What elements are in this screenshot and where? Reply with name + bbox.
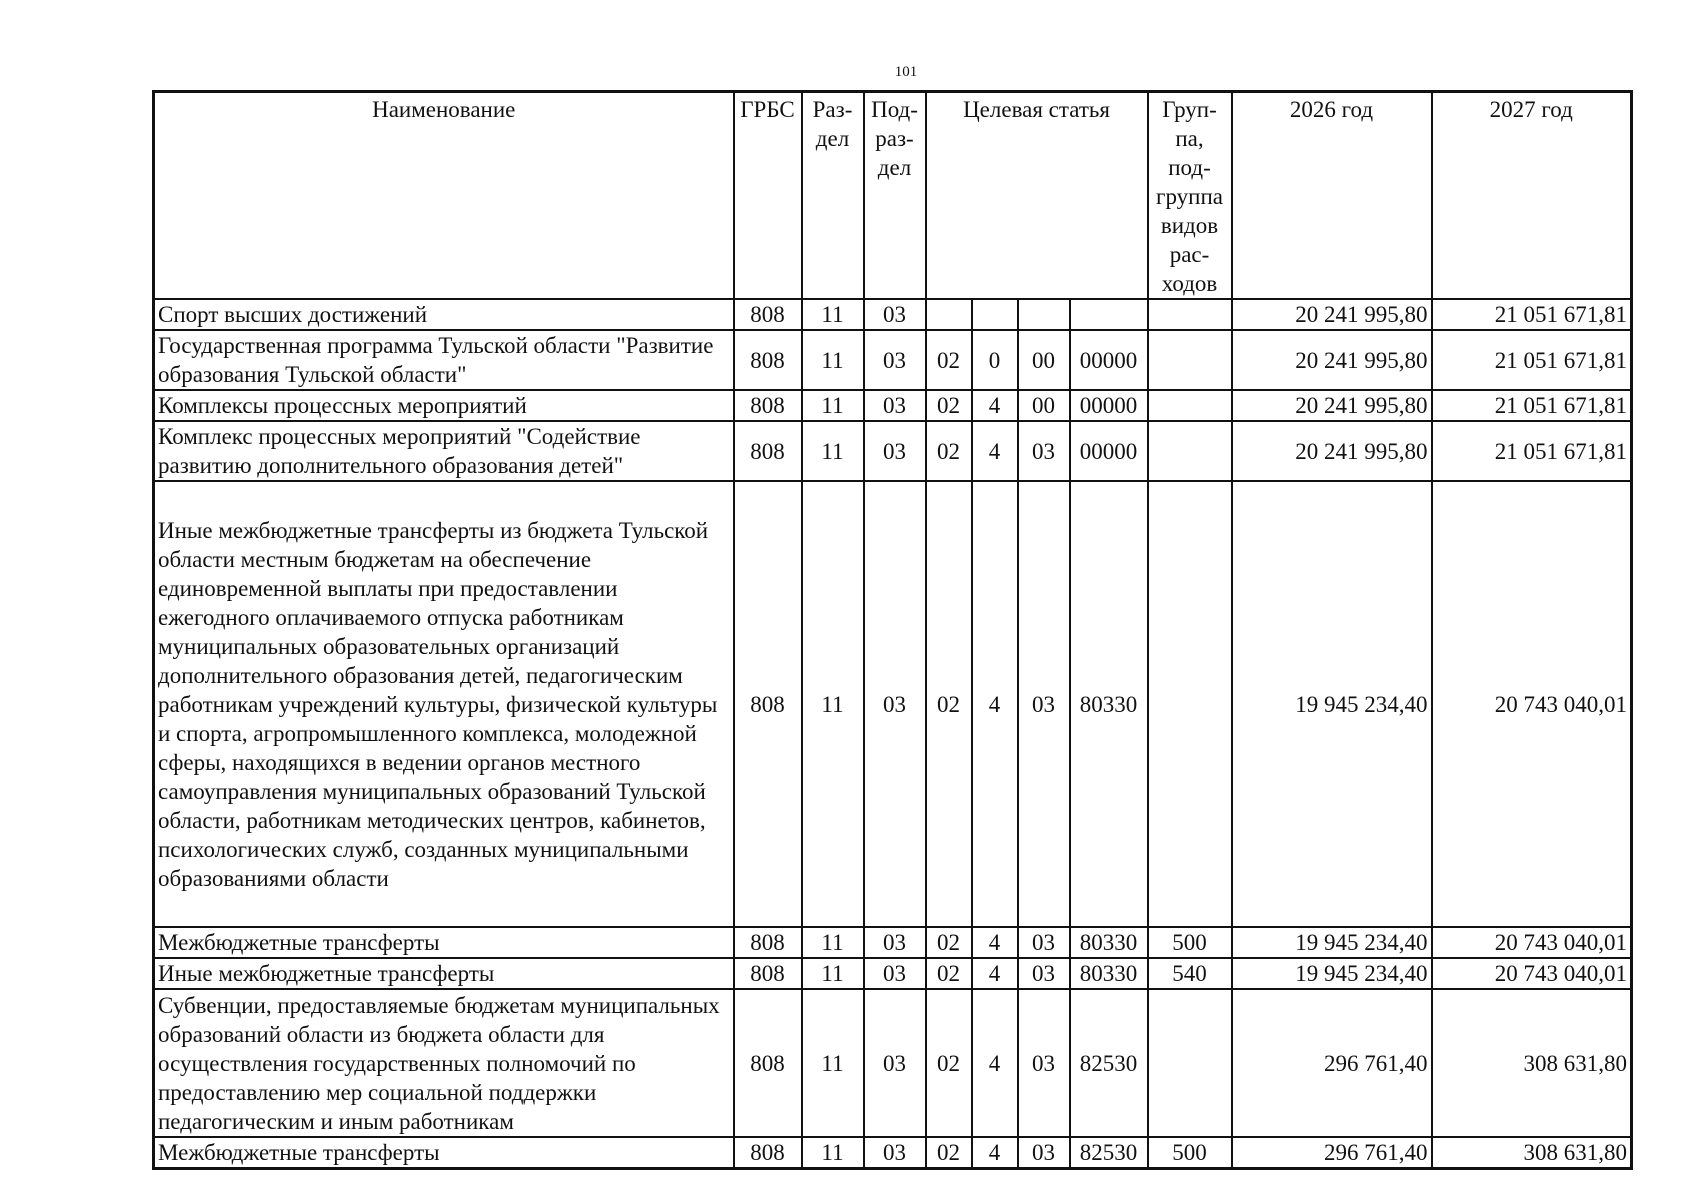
row-cs-type xyxy=(972,299,1018,330)
table-row xyxy=(154,330,1632,390)
row-grbs: 808 xyxy=(734,958,802,989)
table-row xyxy=(154,927,1632,958)
row-podrazdel: 03 xyxy=(864,330,926,390)
row-cs-subprogram: 00 xyxy=(1018,390,1070,421)
row-cs-direction: 82530 xyxy=(1070,989,1148,1137)
row-cs-subprogram xyxy=(1018,299,1070,330)
row-cs-type: 4 xyxy=(972,390,1018,421)
row-podrazdel: 03 xyxy=(864,481,926,927)
table-row xyxy=(154,481,1632,927)
row-grbs: 808 xyxy=(734,1137,802,1169)
row-name: Комплексы процессных мероприятий xyxy=(154,390,734,421)
row-expense-group: 500 xyxy=(1148,1137,1232,1169)
row-amount-2027: 21 051 671,81 xyxy=(1432,299,1632,330)
row-expense-group xyxy=(1148,421,1232,481)
row-expense-group xyxy=(1148,481,1232,927)
row-podrazdel: 03 xyxy=(864,299,926,330)
row-razdel: 11 xyxy=(802,989,864,1137)
row-razdel: 11 xyxy=(802,1137,864,1169)
row-cs-program: 02 xyxy=(926,421,972,481)
row-podrazdel: 03 xyxy=(864,390,926,421)
row-razdel: 11 xyxy=(802,330,864,390)
row-podrazdel: 03 xyxy=(864,989,926,1137)
row-cs-program: 02 xyxy=(926,958,972,989)
row-amount-2027: 21 051 671,81 xyxy=(1432,330,1632,390)
row-amount-2027: 20 743 040,01 xyxy=(1432,927,1632,958)
table-row xyxy=(154,390,1632,421)
row-razdel: 11 xyxy=(802,481,864,927)
row-expense-group xyxy=(1148,330,1232,390)
row-expense-group: 500 xyxy=(1148,927,1232,958)
row-cs-direction: 80330 xyxy=(1070,958,1148,989)
row-cs-direction: 80330 xyxy=(1070,481,1148,927)
row-cs-type: 4 xyxy=(972,1137,1018,1169)
row-podrazdel: 03 xyxy=(864,927,926,958)
row-amount-2027: 308 631,80 xyxy=(1432,989,1632,1137)
row-cs-direction: 82530 xyxy=(1070,1137,1148,1169)
table-row xyxy=(154,958,1632,989)
row-cs-direction: 00000 xyxy=(1070,421,1148,481)
row-cs-type: 4 xyxy=(972,481,1018,927)
row-podrazdel: 03 xyxy=(864,1137,926,1169)
row-amount-2027: 20 743 040,01 xyxy=(1432,958,1632,989)
row-cs-type: 0 xyxy=(972,330,1018,390)
row-cs-subprogram: 00 xyxy=(1018,330,1070,390)
row-name: Государственная программа Тульской области "Развитие образования Тульской области" xyxy=(154,330,734,390)
header-expense-group: Груп- па, под- группа видов рас- ходов xyxy=(1148,92,1232,300)
header-year-2026: 2026 год xyxy=(1232,92,1432,300)
row-name: Межбюджетные трансферты xyxy=(154,927,734,958)
row-cs-subprogram: 03 xyxy=(1018,927,1070,958)
header-name: Наименование xyxy=(154,92,734,300)
row-name: Иные межбюджетные трансферты xyxy=(154,958,734,989)
row-amount-2026: 19 945 234,40 xyxy=(1232,481,1432,927)
row-grbs: 808 xyxy=(734,330,802,390)
row-grbs: 808 xyxy=(734,390,802,421)
row-cs-program: 02 xyxy=(926,481,972,927)
row-cs-subprogram: 03 xyxy=(1018,958,1070,989)
row-cs-program: 02 xyxy=(926,927,972,958)
row-grbs: 808 xyxy=(734,481,802,927)
row-amount-2026: 20 241 995,80 xyxy=(1232,330,1432,390)
table-header-row xyxy=(154,92,1632,300)
header-podrazdel: Под- раз- дел xyxy=(864,92,926,300)
row-amount-2026: 20 241 995,80 xyxy=(1232,421,1432,481)
row-cs-direction xyxy=(1070,299,1148,330)
row-amount-2027: 21 051 671,81 xyxy=(1432,421,1632,481)
row-razdel: 11 xyxy=(802,390,864,421)
row-razdel: 11 xyxy=(802,299,864,330)
row-cs-program: 02 xyxy=(926,330,972,390)
row-amount-2026: 19 945 234,40 xyxy=(1232,958,1432,989)
row-podrazdel: 03 xyxy=(864,958,926,989)
row-grbs: 808 xyxy=(734,421,802,481)
row-cs-type: 4 xyxy=(972,927,1018,958)
row-amount-2026: 296 761,40 xyxy=(1232,989,1432,1137)
page-number: 101 xyxy=(894,64,918,80)
row-razdel: 11 xyxy=(802,421,864,481)
header-target-article: Целевая статья xyxy=(926,92,1148,300)
row-name: Межбюджетные трансферты xyxy=(154,1137,734,1169)
row-expense-group: 540 xyxy=(1148,958,1232,989)
row-cs-program: 02 xyxy=(926,390,972,421)
row-cs-subprogram: 03 xyxy=(1018,481,1070,927)
row-amount-2026: 19 945 234,40 xyxy=(1232,927,1432,958)
row-cs-direction: 00000 xyxy=(1070,330,1148,390)
row-cs-type: 4 xyxy=(972,989,1018,1137)
row-razdel: 11 xyxy=(802,958,864,989)
header-grbs: ГРБС xyxy=(734,92,802,300)
row-name: Спорт высших достижений xyxy=(154,299,734,330)
row-amount-2027: 21 051 671,81 xyxy=(1432,390,1632,421)
row-expense-group xyxy=(1148,299,1232,330)
row-cs-subprogram: 03 xyxy=(1018,989,1070,1137)
row-cs-subprogram: 03 xyxy=(1018,421,1070,481)
row-name: Субвенции, предоставляемые бюджетам муниципальных образований области из бюджета области для осуществления государственных полномочий по предоставлению мер социальной поддержки педагогическим и иным работникам xyxy=(154,989,734,1137)
row-cs-direction: 80330 xyxy=(1070,927,1148,958)
row-cs-type: 4 xyxy=(972,421,1018,481)
row-expense-group xyxy=(1148,989,1232,1137)
table-row xyxy=(154,1137,1632,1169)
row-amount-2026: 20 241 995,80 xyxy=(1232,299,1432,330)
budget-table xyxy=(152,90,1633,1170)
row-amount-2026: 20 241 995,80 xyxy=(1232,390,1432,421)
row-amount-2027: 20 743 040,01 xyxy=(1432,481,1632,927)
row-expense-group xyxy=(1148,390,1232,421)
row-grbs: 808 xyxy=(734,299,802,330)
row-grbs: 808 xyxy=(734,989,802,1137)
row-cs-direction: 00000 xyxy=(1070,390,1148,421)
row-cs-program: 02 xyxy=(926,1137,972,1169)
table-row xyxy=(154,299,1632,330)
row-cs-program xyxy=(926,299,972,330)
table-row xyxy=(154,989,1632,1137)
header-year-2027: 2027 год xyxy=(1432,92,1632,300)
row-cs-program: 02 xyxy=(926,989,972,1137)
row-name: Комплекс процессных мероприятий "Содействие развитию дополнительного образования детей" xyxy=(154,421,734,481)
row-cs-type: 4 xyxy=(972,958,1018,989)
row-amount-2026: 296 761,40 xyxy=(1232,1137,1432,1169)
row-cs-subprogram: 03 xyxy=(1018,1137,1070,1169)
header-razdel: Раз- дел xyxy=(802,92,864,300)
row-amount-2027: 308 631,80 xyxy=(1432,1137,1632,1169)
table-row xyxy=(154,421,1632,481)
row-grbs: 808 xyxy=(734,927,802,958)
row-razdel: 11 xyxy=(802,927,864,958)
row-podrazdel: 03 xyxy=(864,421,926,481)
row-name: Иные межбюджетные трансферты из бюджета Тульской области местным бюджетам на обеспечение единовременной выплаты при предоставлении ежегодного оплачиваемого отпуска работникам муниципальных образовательных организаций дополнительного образования детей, педагогическим работникам учреждений культуры, физической культуры и спорта, агропромышленного комплекса, молодежной сферы, находящихся в ведении органов местного самоуправления муниципальных образований Тульской области, работникам методических центров, кабинетов, психологических служб, созданных муниципальными образованиями области xyxy=(154,481,734,927)
